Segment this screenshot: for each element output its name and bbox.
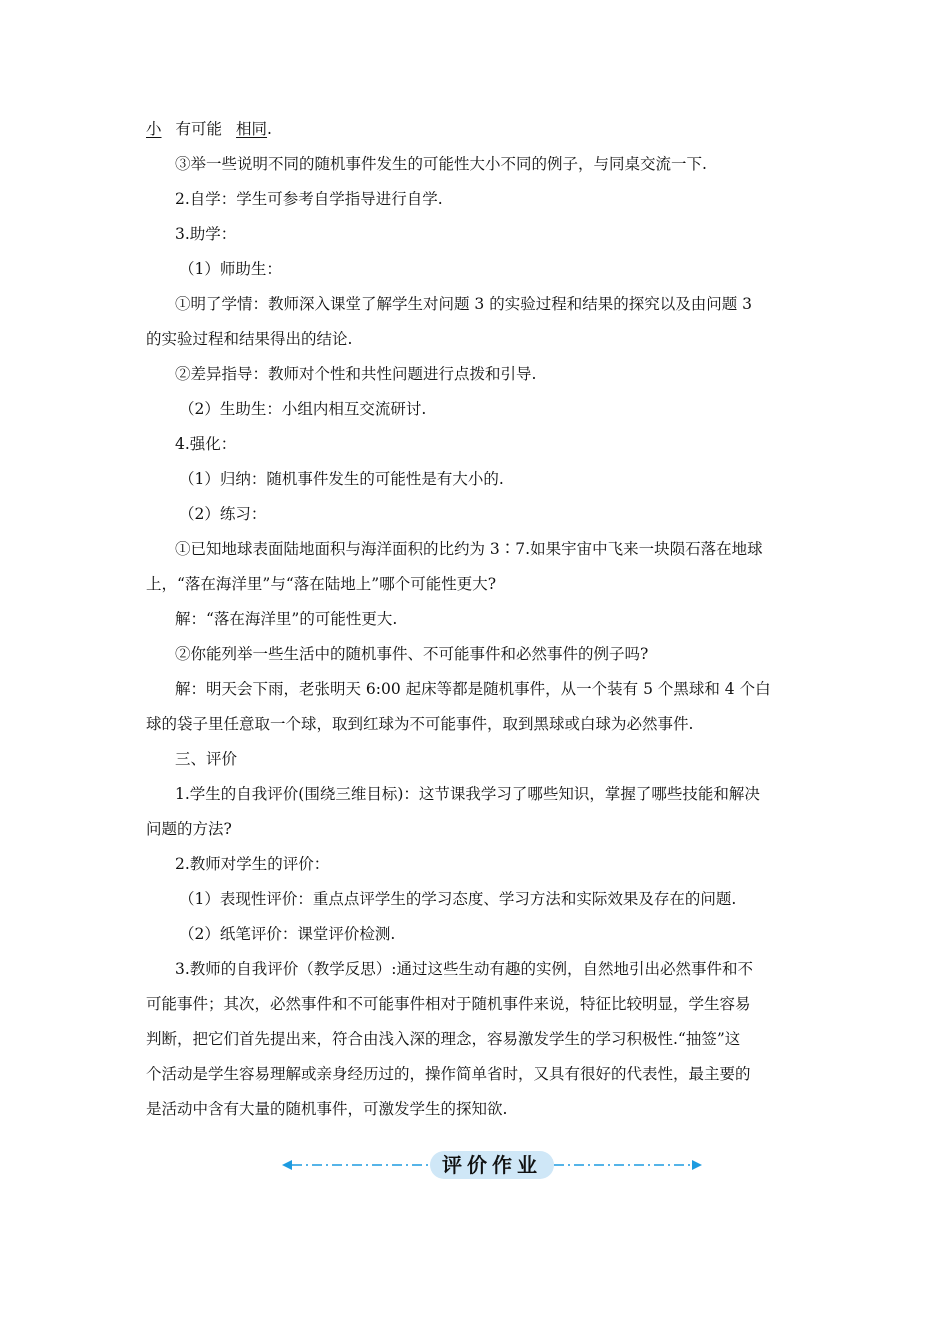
answer-text: 有可能 xyxy=(175,120,223,138)
paragraph-line: （1）表现性评价：重点点评学生的学习态度、学习方法和实际效果及存在的问题. xyxy=(179,890,737,908)
banner-title: 评价作业 xyxy=(442,1153,542,1177)
paragraph-line: （2）生助生：小组内相互交流研讨. xyxy=(179,400,427,418)
paragraph-line: 2.自学：学生可参考自学指导进行自学. xyxy=(175,190,443,208)
paragraph-line: ②差异指导：教师对个性和共性问题进行点拨和引导. xyxy=(175,365,537,383)
paragraph-line: ①明了学情：教师深入课堂了解学生对问题 3 的实验过程和结果的探究以及由问题 3 xyxy=(175,295,753,313)
left-arrow-icon xyxy=(282,1160,292,1170)
section-heading: 三、评价 xyxy=(175,750,238,768)
section-banner xyxy=(280,1150,704,1180)
answer-blank-1: 小 xyxy=(146,120,162,138)
paragraph-line: 判断，把它们首先提出来，符合由浅入深的理念，容易激发学生的学习积极性.“抽签”这 xyxy=(146,1030,741,1048)
paragraph-line: （1）归纳：随机事件发生的可能性是有大小的. xyxy=(179,470,504,488)
paragraph-line: 解：“落在海洋里”的可能性更大. xyxy=(175,610,398,628)
paragraph-line: 个活动是学生容易理解或亲身经历过的，操作简单省时，又具有很好的代表性，最主要的 xyxy=(146,1065,751,1083)
paragraph-line: 上，“落在海洋里”与“落在陆地上”哪个可能性更大? xyxy=(146,575,497,593)
paragraph-line: 球的袋子里任意取一个球，取到红球为不可能事件，取到黑球或白球为必然事件. xyxy=(146,715,694,733)
paragraph-line: ①已知地球表面陆地面积与海洋面积的比约为 3∶7.如果宇宙中飞来一块陨石落在地球 xyxy=(175,540,763,558)
paragraph-line: 1.学生的自我评价(围绕三维目标)：这节课我学习了哪些知识，掌握了哪些技能和解决 xyxy=(175,785,760,803)
paragraph-line: 4.强化： xyxy=(175,435,237,453)
paragraph-line: 问题的方法? xyxy=(146,820,232,838)
paragraph-line: 解：明天会下雨，老张明天 6:00 起床等都是随机事件，从一个装有 5 个黑球和 4 个白 xyxy=(175,680,771,698)
paragraph-line: 2.教师对学生的评价： xyxy=(175,855,330,873)
paragraph-line: （2）纸笔评价：课堂评价检测. xyxy=(179,925,396,943)
paragraph-line: 3.助学： xyxy=(175,225,237,243)
paragraph-line: ③举一些说明不同的随机事件发生的可能性大小不同的例子，与同桌交流一下. xyxy=(175,155,707,173)
right-arrow-icon xyxy=(692,1160,702,1170)
paragraph-line: （1）师助生： xyxy=(179,260,282,278)
paragraph-line: 是活动中含有大量的随机事件，可激发学生的探知欲. xyxy=(146,1100,508,1118)
paragraph-line: 3.教师的自我评价（教学反思）:通过这些生动有趣的实例，自然地引出必然事件和不 xyxy=(175,960,754,978)
paragraph-line: ②你能列举一些生活中的随机事件、不可能事件和必然事件的例子吗? xyxy=(175,645,649,663)
answer-period: . xyxy=(267,120,272,138)
paragraph-line: 的实验过程和结果得出的结论. xyxy=(146,330,353,348)
paragraph-line: （2）练习： xyxy=(179,505,267,523)
answer-line xyxy=(146,118,806,140)
answer-blank-2: 相同 xyxy=(236,120,268,138)
paragraph-line: 可能事件；其次，必然事件和不可能事件相对于随机事件来说，特征比较明显，学生容易 xyxy=(146,995,751,1013)
